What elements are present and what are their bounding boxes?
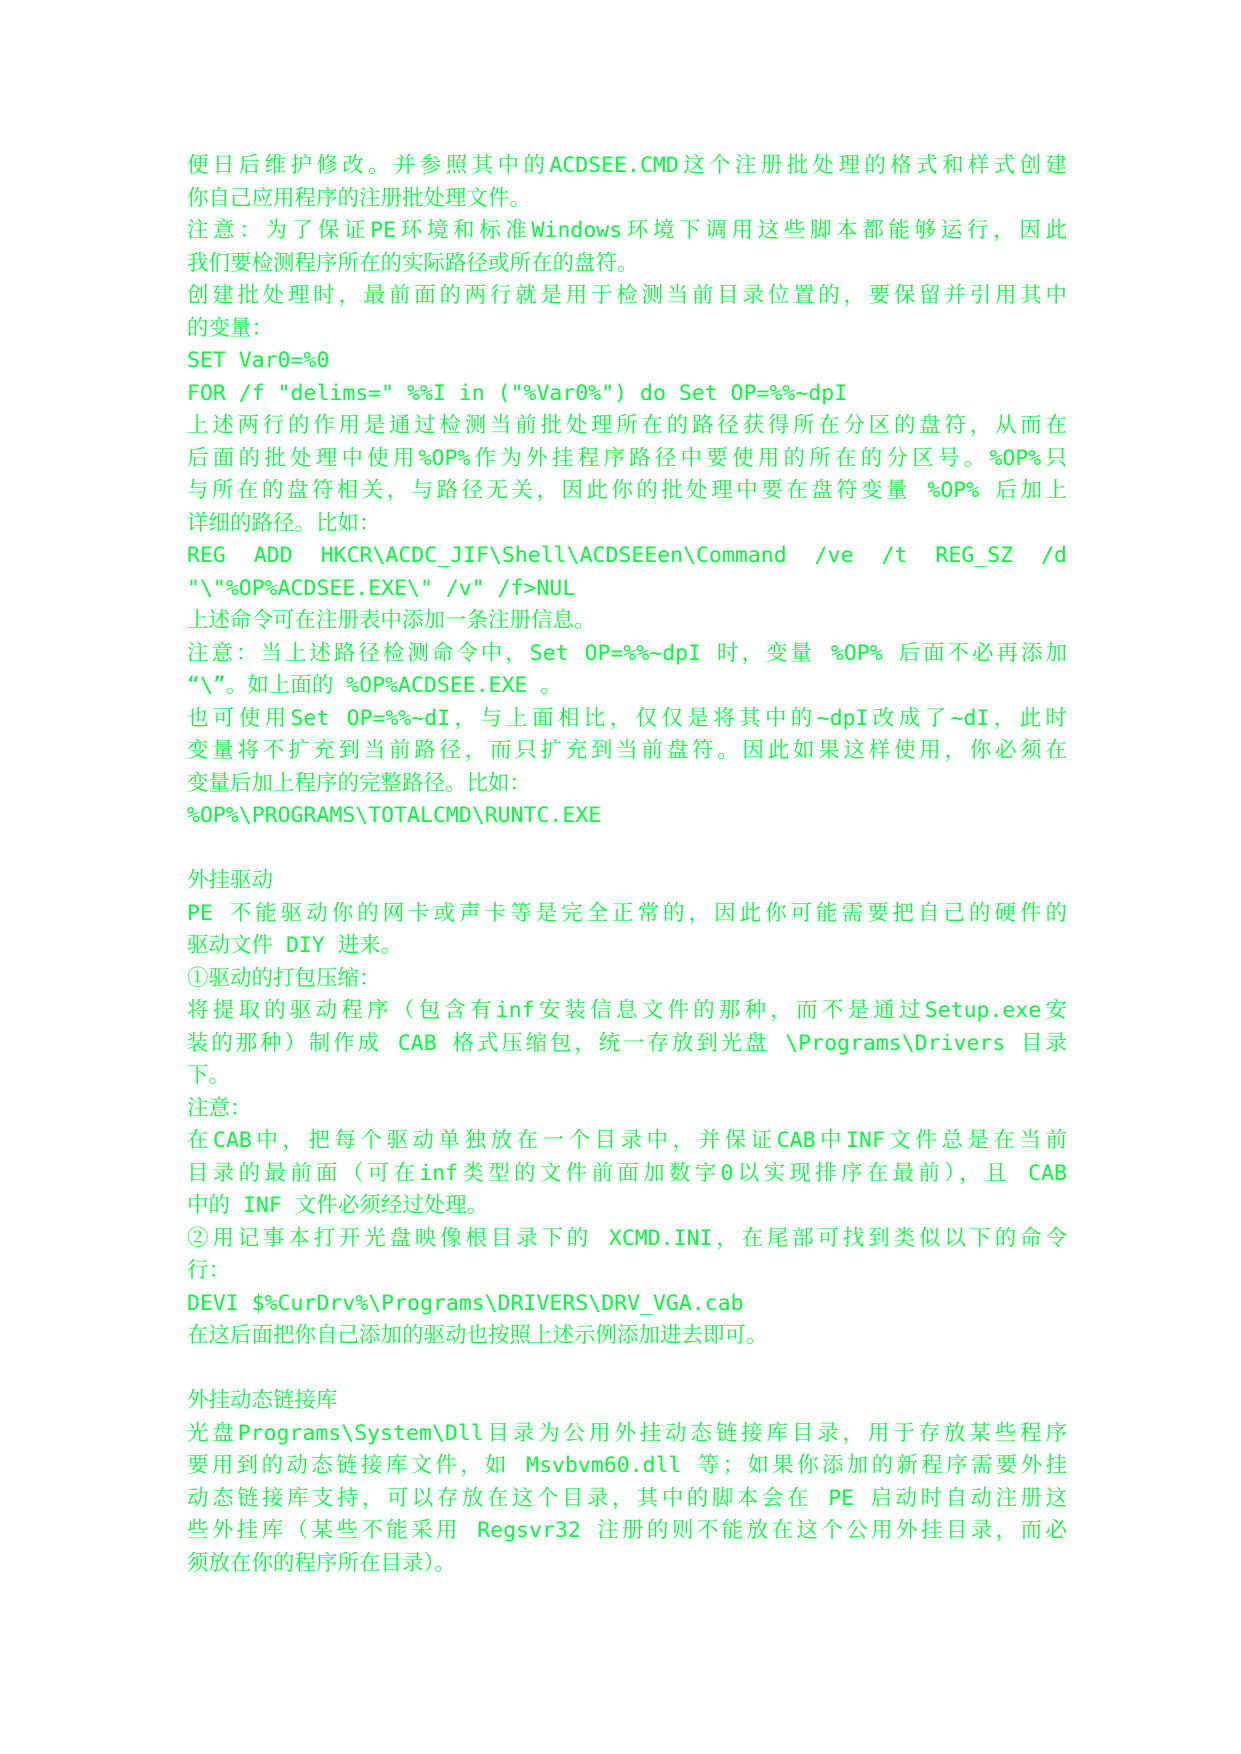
text-line: 上述两行的作用是通过检测当前批处理所在的路径获得所在分区的盘符，从而在 [187, 413, 1067, 438]
text-line: 目录的最前面（可在inf类型的文件前面加数字0以实现排序在最前），且 CAB [187, 1160, 1067, 1186]
text-line: 些外挂库（某些不能采用 Regsvr32 注册的则不能放在这个公用外挂目录，而必 [187, 1518, 1067, 1543]
text-line: 行： [187, 1258, 231, 1283]
text-line: FOR /f "delims=" %%I in ("%Var0%") do Set OP=%%~dpI [187, 380, 848, 406]
text-line: PE 不能驱动你的网卡或声卡等是完全正常的，因此你可能需要把自己的硬件的 [187, 900, 1067, 926]
text-line: "\"%OP%ACDSEE.EXE\" /v" /f>NUL [187, 575, 576, 601]
text-line: 创建批处理时，最前面的两行就是用于检测当前目录位置的，要保留并引用其中 [187, 283, 1067, 308]
text-line: 下。 [187, 1063, 231, 1088]
blank-line [187, 833, 1067, 866]
text-line: ②用记事本打开光盘映像根目录下的 XCMD.INI，在尾部可找到类似以下的命令 [187, 1225, 1067, 1251]
text-line: 后面的批处理中使用%OP%作为外挂程序路径中要使用的所在的分区号。%OP%只 [187, 445, 1067, 471]
text-line: 与所在的盘符相关，与路径无关，因此你的批处理中要在盘符变量 %OP% 后加上 [187, 478, 1067, 503]
text-line: 装的那种）制作成 CAB 格式压缩包，统一存放到光盘 \Programs\Drivers 目录 [187, 1030, 1067, 1056]
text-line: 在这后面把你自己添加的驱动也按照上述示例添加进去即可。 [187, 1323, 768, 1348]
text-line: 注意：当上述路径检测命令中，Set OP=%%~dpI 时，变量 %OP% 后面不必再添加 [187, 640, 1067, 666]
text-line: 我们要检测程序所在的实际路径或所在的盘符。 [187, 250, 639, 276]
text-line: 的变量： [187, 315, 274, 341]
blank-line [187, 1353, 1067, 1386]
text-line: 上述命令可在注册表中添加一条注册信息。 [187, 608, 596, 633]
text-line: 将提取的驱动程序（包含有inf安装信息文件的那种，而不是通过Setup.exe安 [187, 998, 1067, 1023]
text-line: 须放在你的程序所在目录）。 [187, 1550, 456, 1576]
text-line: DEVI $%CurDrv%\Programs\DRIVERS\DRV_VGA.cab [187, 1290, 744, 1316]
text-line: 在CAB中，把每个驱动单独放在一个目录中，并保证CAB中INF文件总是在当前 [187, 1128, 1067, 1153]
text-line: 变量将不扩充到当前路径，而只扩充到当前盘符。因此如果这样使用，你必须在 [187, 738, 1067, 763]
text-line: ①驱动的打包压缩： [187, 965, 381, 991]
text-line: 驱动文件 DIY 进来。 [187, 933, 403, 958]
text-line: 外挂动态链接库 [187, 1388, 338, 1413]
text-line: 你自己应用程序的注册批处理文件。 [187, 185, 532, 211]
text-line: 注意： [187, 1095, 252, 1121]
text-line: SET Var0=%0 [187, 348, 330, 373]
text-line: 中的 INF 文件必须经过处理。 [187, 1193, 489, 1218]
text-line: “\”。如上面的 %OP%ACDSEE.EXE 。 [187, 673, 562, 698]
document-body [187, 150, 1067, 1580]
text-line: 外挂驱动 [187, 868, 274, 893]
text-line: 要用到的动态链接库文件，如 Msvbvm60.dll 等；如果你添加的新程序需要外挂 [187, 1453, 1067, 1478]
text-line: %OP%\PROGRAMS\TOTALCMD\RUNTC.EXE [187, 803, 602, 828]
text-line: REG ADD HKCR\ACDC_JIF\Shell\ACDSEEen\Command /ve /t REG_SZ /d [187, 543, 1067, 568]
text-line: 注意：为了保证PE环境和标准Windows环境下调用这些脚本都能够运行，因此 [187, 218, 1067, 243]
text-line: 详细的路径。比如： [187, 510, 381, 536]
text-line: 便日后维护修改。并参照其中的ACDSEE.CMD这个注册批处理的格式和样式创建 [187, 153, 1067, 178]
text-line: 也可使用Set OP=%%~dI，与上面相比，仅仅是将其中的~dpI改成了~dI，此时 [187, 705, 1067, 731]
text-line: 变量后加上程序的完整路径。比如： [187, 770, 532, 796]
text-line: 动态链接库支持，可以存放在这个目录，其中的脚本会在 PE 启动时自动注册这 [187, 1485, 1067, 1511]
text-line: 光盘Programs\System\Dll目录为公用外挂动态链接库目录，用于存放某些程序 [187, 1420, 1067, 1446]
